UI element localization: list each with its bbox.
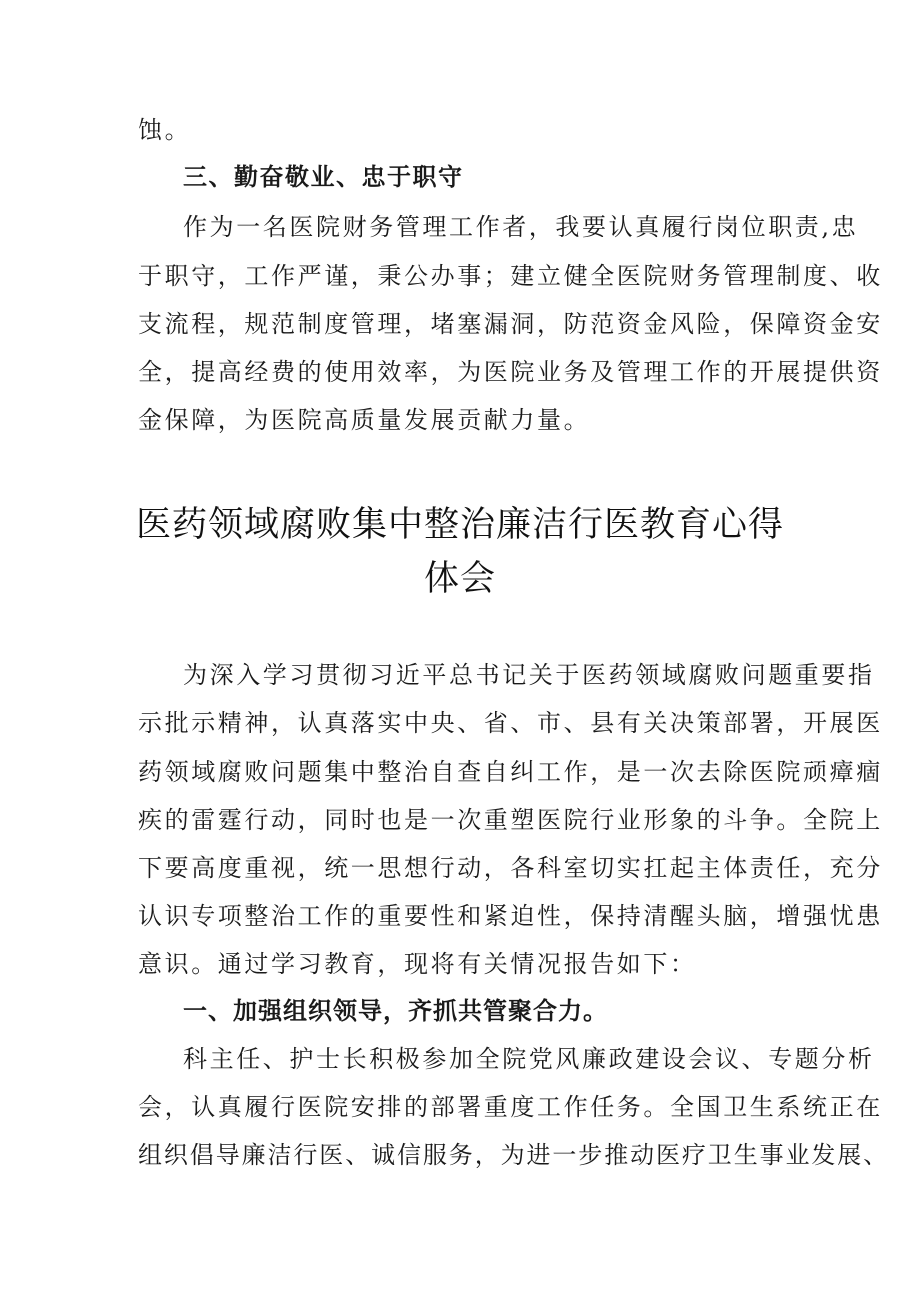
article-title: 体会 — [423, 559, 496, 599]
section-heading: 一、加强组织领导，齐抓共管聚合力。 — [183, 997, 608, 1025]
text-line: 为深入学习贯彻习近平总书记关于医药领域腐败问题重要指 — [183, 661, 875, 689]
text-line: 金保障，为医院高质量发展贡献力量。 — [138, 406, 591, 434]
text-line: 作为一名医院财务管理工作者，我要认真履行岗位职责,忠 — [183, 213, 859, 241]
text-line: 认识专项整治工作的重要性和紧迫性，保持清醒头脑，增强忧患 — [138, 902, 883, 930]
text-line: 意识。通过学习教育，现将有关情况报告如下： — [138, 950, 697, 978]
text-line: 下要高度重视，统一思想行动，各科室切实扛起主体责任，充分 — [138, 854, 883, 882]
text-line: 科主任、护士长积极参加全院党风廉政建设会议、专题分析 — [183, 1045, 875, 1073]
article-title: 医药领域腐败集中整治廉洁行医教育心得 — [135, 505, 784, 545]
text-line: 全，提高经费的使用效率，为医院业务及管理工作的开展提供资 — [138, 358, 883, 386]
text-line: 疾的雷霆行动，同时也是一次重塑医院行业形象的斗争。全院上 — [138, 806, 883, 834]
text-line: 蚀。 — [138, 116, 192, 144]
text-line: 于职守，工作严谨，秉公办事；建立健全医院财务管理制度、收 — [138, 262, 883, 290]
section-heading: 三、勤奋敬业、忠于职守 — [183, 163, 464, 191]
text-line: 组织倡导廉洁行医、诚信服务，为进一步推动医疗卫生事业发展、 — [138, 1141, 890, 1169]
text-line: 示批示精神，认真落实中央、省、市、县有关决策部署，开展医 — [138, 709, 883, 737]
text-line: 支流程，规范制度管理，堵塞漏洞，防范资金风险，保障资金安 — [138, 310, 883, 338]
text-line: 会，认真履行医院安排的部署重度工作任务。全国卫生系统正在 — [138, 1093, 883, 1121]
text-line: 药领域腐败问题集中整治自查自纠工作，是一次去除医院顽瘴痼 — [138, 758, 883, 786]
